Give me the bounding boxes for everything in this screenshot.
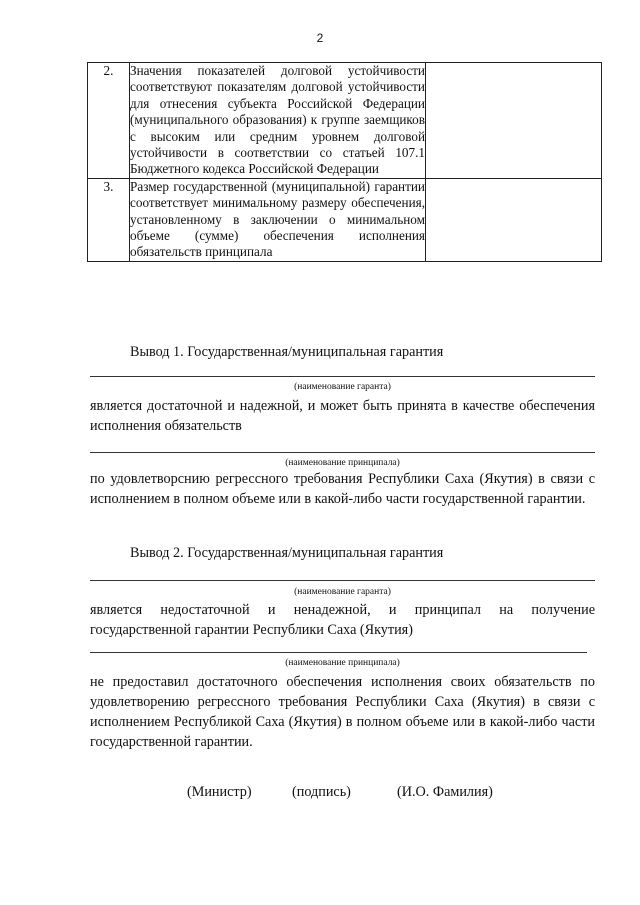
table-row <box>88 63 602 179</box>
guarantor-caption-1: (наименование гаранта) <box>294 382 391 392</box>
table-row <box>88 178 602 261</box>
principal-caption-2: (наименование принципала) <box>285 658 400 668</box>
row-number: 3. <box>88 178 130 261</box>
guarantor-line-1 <box>90 376 595 377</box>
criterion-text: Размер государственной (муниципальной) гарантии соответствует минимальному размеру обеспечения, установленному в заключении о минимальном объеме (сумме) обеспечения исполнения обязательств принципала <box>130 178 425 260</box>
page-number: 2 <box>316 31 324 45</box>
conclusion-1-text-2: по удовлетворснию регрессного требования Республики Саха (Якутия) в связи с исполнением в полном объеме или в какой-либо части государственной гарантии. <box>90 471 595 507</box>
row-number: 2. <box>88 63 130 179</box>
guarantor-caption-2: (наименование гаранта) <box>294 587 391 597</box>
criteria-table <box>87 62 602 262</box>
criterion-text: Значения показателей долговой устойчивости соответствуют показателям долговой устойчивости для отнесения субъекта Российской Федерации (муниципального образования) к группе заемщиков с высоким или средним уровнем долговой устойчивости в соответствии со статьей 107.1 Бюджетного кодекса Российской Федерации <box>130 63 425 177</box>
criterion-result <box>426 178 602 261</box>
signature-position: (Министр) <box>187 784 252 800</box>
principal-line-2 <box>90 652 587 653</box>
conclusion-2-text-2: не предоставил достаточного обеспечения исполнения своих обязательств по удовлетворению регрессного требования Республики Саха (Якутия) в связи с исполнением Республикой Саха (Якутия) в полном объеме или в какой-либо части государственной гарантии. <box>90 674 595 750</box>
conclusion-2-title: Вывод 2. Государственная/муниципальная гарантия <box>130 545 444 561</box>
principal-line-1 <box>90 452 595 453</box>
guarantor-line-2 <box>90 580 595 581</box>
conclusion-2-text-1: является недостаточной и ненадежной, и принципал на получение государственной гарантии Республики Саха (Якутия) <box>90 602 595 638</box>
signature-sign: (подпись) <box>292 784 351 800</box>
conclusion-1-text-1: является достаточной и надежной, и может быть принята в качестве обеспечения исполнения обязательств <box>90 398 595 434</box>
criterion-result <box>426 63 602 179</box>
signature-name: (И.О. Фамилия) <box>397 784 493 800</box>
principal-caption-1: (наименование принципала) <box>285 458 400 468</box>
conclusion-1-title: Вывод 1. Государственная/муниципальная гарантия <box>130 344 444 360</box>
